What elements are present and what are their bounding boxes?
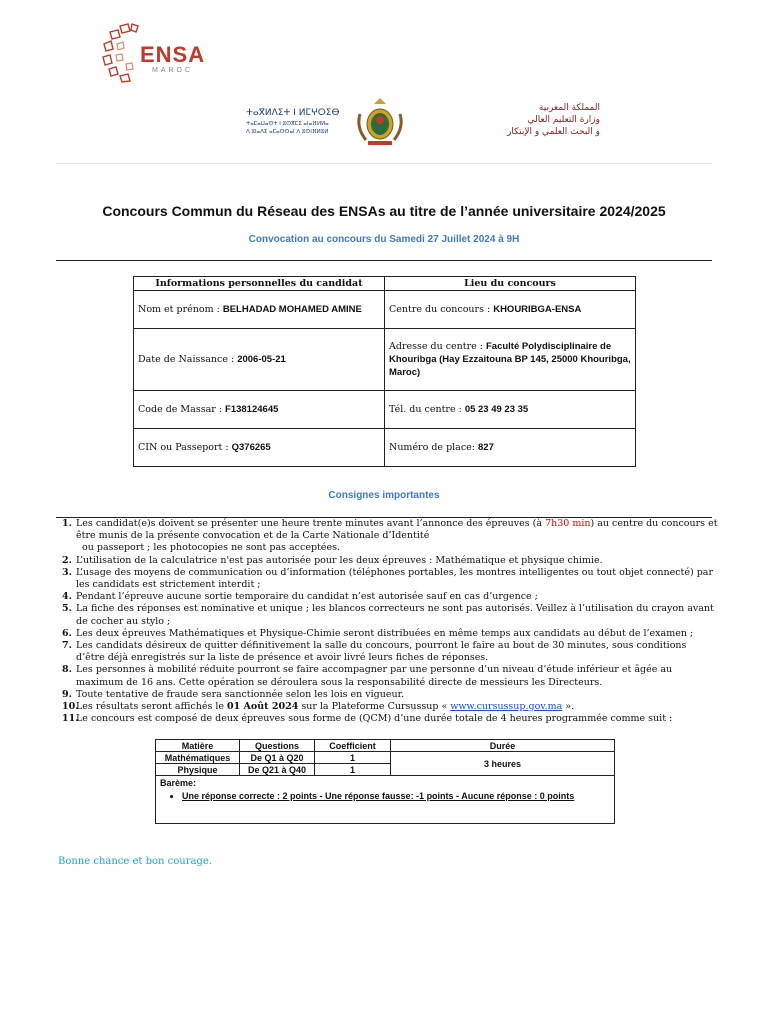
ministry-tifinagh-line2: ⵜⴰⵎⴰⵡⴰⵙⵜ ⵏ ⵓⵙⴳⵎⵉ ⴰⵏⴰⴼⵍⵍⴰ [246,121,329,127]
ensa-logo-text: ENSA [140,42,206,67]
address-cell: Adresse du centre : Faculté Polydisciplinaire de Khouribga (Hay Ezzaitouna BP 145, 25000 Khouribga, Maroc) [385,329,636,391]
bareme-text: • Une réponse correcte : 2 points - Une réponse fausse: -1 points - Aucune réponse : 0 points [182,790,610,802]
header-coefficient: Coefficient [315,740,391,752]
header-divider [56,163,712,164]
bareme-title: Barème: [160,778,197,788]
seat-number: 827 [478,442,494,453]
arrival-time: 7h30 min [545,518,591,529]
center-phone: 05 23 49 23 35 [464,404,529,415]
header-duree: Durée [391,740,615,752]
name-cell: Nom et prénom : BELHADAD MOHAMED AMINE [134,291,385,329]
coef-math: 1 [315,752,391,764]
ensa-logo [100,22,206,84]
table-row [134,329,636,391]
consignes-title: Consignes importantes [328,490,440,501]
coef-physics: 1 [315,764,391,776]
table-row [134,291,636,329]
table-header-row [134,277,636,291]
ministry-tifinagh-line3: ⴷ ⵓⵏⴰⴷⵉ ⴰⵎⴰⵙⵙⴰⵏ ⴷ ⵓⵙⵏⴼⵍⵓⵍ [246,129,329,135]
results-date: 01 Août 2024 [227,701,299,713]
cursussup-link[interactable]: www.cursussup.gov.ma [450,701,563,713]
bareme-cell [156,776,615,824]
list-item: 11. Le concours est composé de deux épreuves sous forme de (QCM) d’une durée totale de 4 heures programmée comme suit : [62,713,673,725]
exam-duration: 3 heures [391,752,615,776]
subject-physics: Physique [156,764,240,776]
candidate-name: BELHADAD MOHAMED AMINE [222,304,362,315]
ministry-header [240,94,600,150]
cin-cell: CIN ou Passeport : Q376265 [134,429,385,467]
list-item: 5. La fiche des réponses est nominative et unique ; les blancos correcteurs ne sont pas autorisés. Veillez à l’utilisation du crayon avant de cocher au stylo ; [62,603,714,627]
ministry-tifinagh-title: ⵜⴰⴳⵍⴷⵉⵜ ⵏ ⵍⵎⵖⵔⵉⴱ [246,108,340,118]
rules-list [62,518,718,725]
subject-math: Mathématiques [156,752,240,764]
exam-center: KHOURIBGA-ENSA [493,304,582,315]
list-item: 1. Les candidat(e)s doivent se présenter une heure trente minutes avant l’annonce des épreuves (à 7h30 min) au centre du concours et être munis de la présente convocation et de la Carte Nationale d’Identité ou passeport ; les photocopies ne sont pas acceptées. [62,518,718,554]
table-row [156,752,615,764]
moroccan-coat-of-arms-icon [352,94,408,150]
cin-value: Q376265 [231,442,271,453]
ministry-arabic-line2: وزارة التعليم العالي [527,115,600,125]
list-item: 9. Toute tentative de fraude sera sanctionnée selon les lois en vigueur. [62,688,405,700]
seat-cell: Numéro de place: 827 [385,429,636,467]
ministry-arabic-line3: و البحث العلمي و الإبتكار [507,127,600,137]
ministry-arabic-line1: المملكة المغربية [538,103,600,113]
header-matiere: Matière [156,740,240,752]
list-item: 7. Les candidats désireux de quitter définitivement la salle du concours, pourront le faire au bout de 30 minutes, sous conditions d’être déjà enregistrés sur la liste de présence et avoir livré leurs fiches de réponses. [62,640,687,664]
questions-math: De Q1 à Q20 [240,752,315,764]
ensa-logo-subtext: MAROC [152,67,194,74]
questions-physics: De Q21 à Q40 [240,764,315,776]
table-row [134,391,636,429]
header-exam-location: Lieu du concours [385,277,636,291]
title-divider [56,260,712,261]
birthdate-cell: Date de Naissance : 2006-05-21 [134,329,385,391]
header-personal-info: Informations personnelles du candidat [134,277,385,291]
phone-cell: Tél. du centre : 05 23 49 23 35 [385,391,636,429]
center-cell: Centre du concours : KHOURIBGA-ENSA [385,291,636,329]
birthdate-value: 2006-05-21 [237,354,286,365]
ministry-arabic-title [507,102,600,138]
exam-schedule-table [155,739,615,824]
candidate-info-table [133,276,636,467]
header-questions: Questions [240,740,315,752]
massar-code: F138124645 [225,404,279,415]
list-item: 2. L’utilisation de la calculatrice n'est pas autorisée pour les deux épreuves : Mathématique et physique chimie. [62,554,603,566]
convocation-subtitle: Convocation au concours du Samedi 27 Juillet 2024 à 9H [248,234,520,245]
list-item: 4. Pendant l’épreuve aucune sortie temporaire du candidat n’est autorisée sauf en cas d’urgence ; [62,591,538,603]
list-item: 8. Les personnes à mobilité réduite pourront se faire accompagner par une personne d’un niveau d’étude inférieur et âgée au maximum de 16 ans. Cette opération se déroulera sous la responsabilité directe de messieurs les Directeurs. [62,664,673,688]
list-item: 6. Les deux épreuves Mathématiques et Physique-Chimie seront distribuées en même temps aux candidats au début de l’examen ; [62,627,694,639]
massar-cell: Code de Massar : F138124645 [134,391,385,429]
bareme-row [156,776,615,824]
table-row [134,429,636,467]
table-header-row [156,740,615,752]
list-item: 10. Les résultats seront affichés le 01 Août 2024 sur la Plateforme Cursussup « www.cursussup.gov.ma ». [62,701,575,713]
list-item: 3. L’usage des moyens de communication ou d’information (téléphones portables, les montres intelligentes ou tout objet connecté) par les candidats est strictement interdit ; [62,566,714,591]
document-title: Concours Commun du Réseau des ENSAs au titre de l’année universitaire 2024/2025 [102,203,666,219]
closing-message: Bonne chance et bon courage. [58,856,212,867]
center-address: Faculté Polydisciplinaire de Khouribga (Hay Ezzaitouna BP 145, 25000 Khouribga, Maroc) [389,341,631,378]
